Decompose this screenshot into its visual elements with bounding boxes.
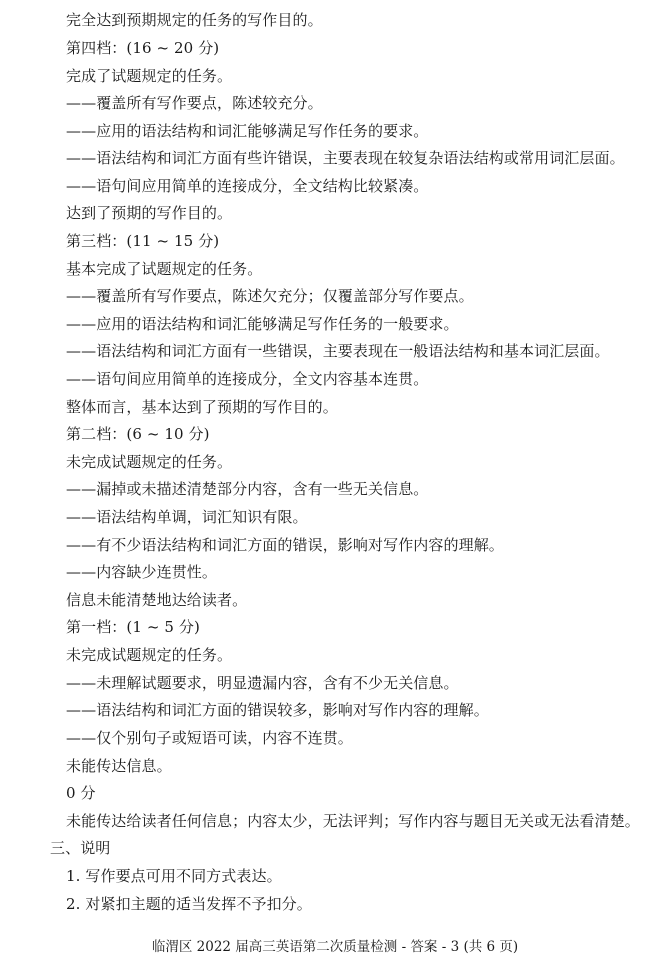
criterion-line: ——语句间应用简单的连接成分，全文结构比较紧凑。 <box>66 177 429 195</box>
criterion-line: ——漏掉或未描述清楚部分内容，含有一些无关信息。 <box>66 480 429 498</box>
band-heading: 第一档：(1 ~ 5 分) <box>66 618 200 636</box>
criterion-line: ——语句间应用简单的连接成分，全文内容基本连贯。 <box>66 370 429 388</box>
text-line: 未能传达给读者任何信息；内容太少，无法评判；写作内容与题目无关或无法看清楚。 <box>66 812 640 830</box>
criterion-line: ——内容缺少连贯性。 <box>66 563 218 581</box>
text-line: 未能传达信息。 <box>66 757 172 775</box>
text-line: 基本完成了试题规定的任务。 <box>66 260 263 278</box>
text-line: 完成了试题规定的任务。 <box>66 67 233 85</box>
criterion-line: ——覆盖所有写作要点，陈述较充分。 <box>66 94 323 112</box>
band-heading: 第四档：(16 ~ 20 分) <box>66 39 220 57</box>
criterion-line: ——语法结构单调，词汇知识有限。 <box>66 508 308 526</box>
criterion-line: ——未理解试题要求，明显遗漏内容，含有不少无关信息。 <box>66 674 459 692</box>
criterion-line: ——语法结构和词汇方面有一些错误，主要表现在一般语法结构和基本词汇层面。 <box>66 342 610 360</box>
text-line: 完全达到预期规定的任务的写作目的。 <box>66 11 323 29</box>
band-heading: 0 分 <box>66 784 96 802</box>
band-heading: 第二档：(6 ~ 10 分) <box>66 425 210 443</box>
criterion-line: ——语法结构和词汇方面有些许错误，主要表现在较复杂语法结构或常用词汇层面。 <box>66 149 625 167</box>
criterion-line: ——覆盖所有写作要点，陈述欠充分；仅覆盖部分写作要点。 <box>66 287 474 305</box>
note-item: 2. 对紧扣主题的适当发挥不予扣分。 <box>66 895 312 913</box>
criterion-line: ——有不少语法结构和词汇方面的错误，影响对写作内容的理解。 <box>66 536 504 554</box>
text-line: 达到了预期的写作目的。 <box>66 204 233 222</box>
section-heading: 三、说明 <box>50 839 111 857</box>
page-footer: 临渭区 2022 届高三英语第二次质量检测 - 答案 - 3 (共 6 页) <box>151 939 519 955</box>
criterion-line: ——应用的语法结构和词汇能够满足写作任务的要求。 <box>66 122 429 140</box>
text-line: 未完成试题规定的任务。 <box>66 453 233 471</box>
text-line: 信息未能清楚地达给读者。 <box>66 591 248 609</box>
criterion-line: ——语法结构和词汇方面的错误较多，影响对写作内容的理解。 <box>66 701 489 719</box>
band-heading: 第三档：(11 ~ 15 分) <box>66 232 220 250</box>
text-line: 未完成试题规定的任务。 <box>66 646 233 664</box>
text-line: 整体而言，基本达到了预期的写作目的。 <box>66 398 338 416</box>
note-item: 1. 写作要点可用不同方式表达。 <box>66 867 282 885</box>
criterion-line: ——仅个别句子或短语可读，内容不连贯。 <box>66 729 353 747</box>
criterion-line: ——应用的语法结构和词汇能够满足写作任务的一般要求。 <box>66 315 459 333</box>
